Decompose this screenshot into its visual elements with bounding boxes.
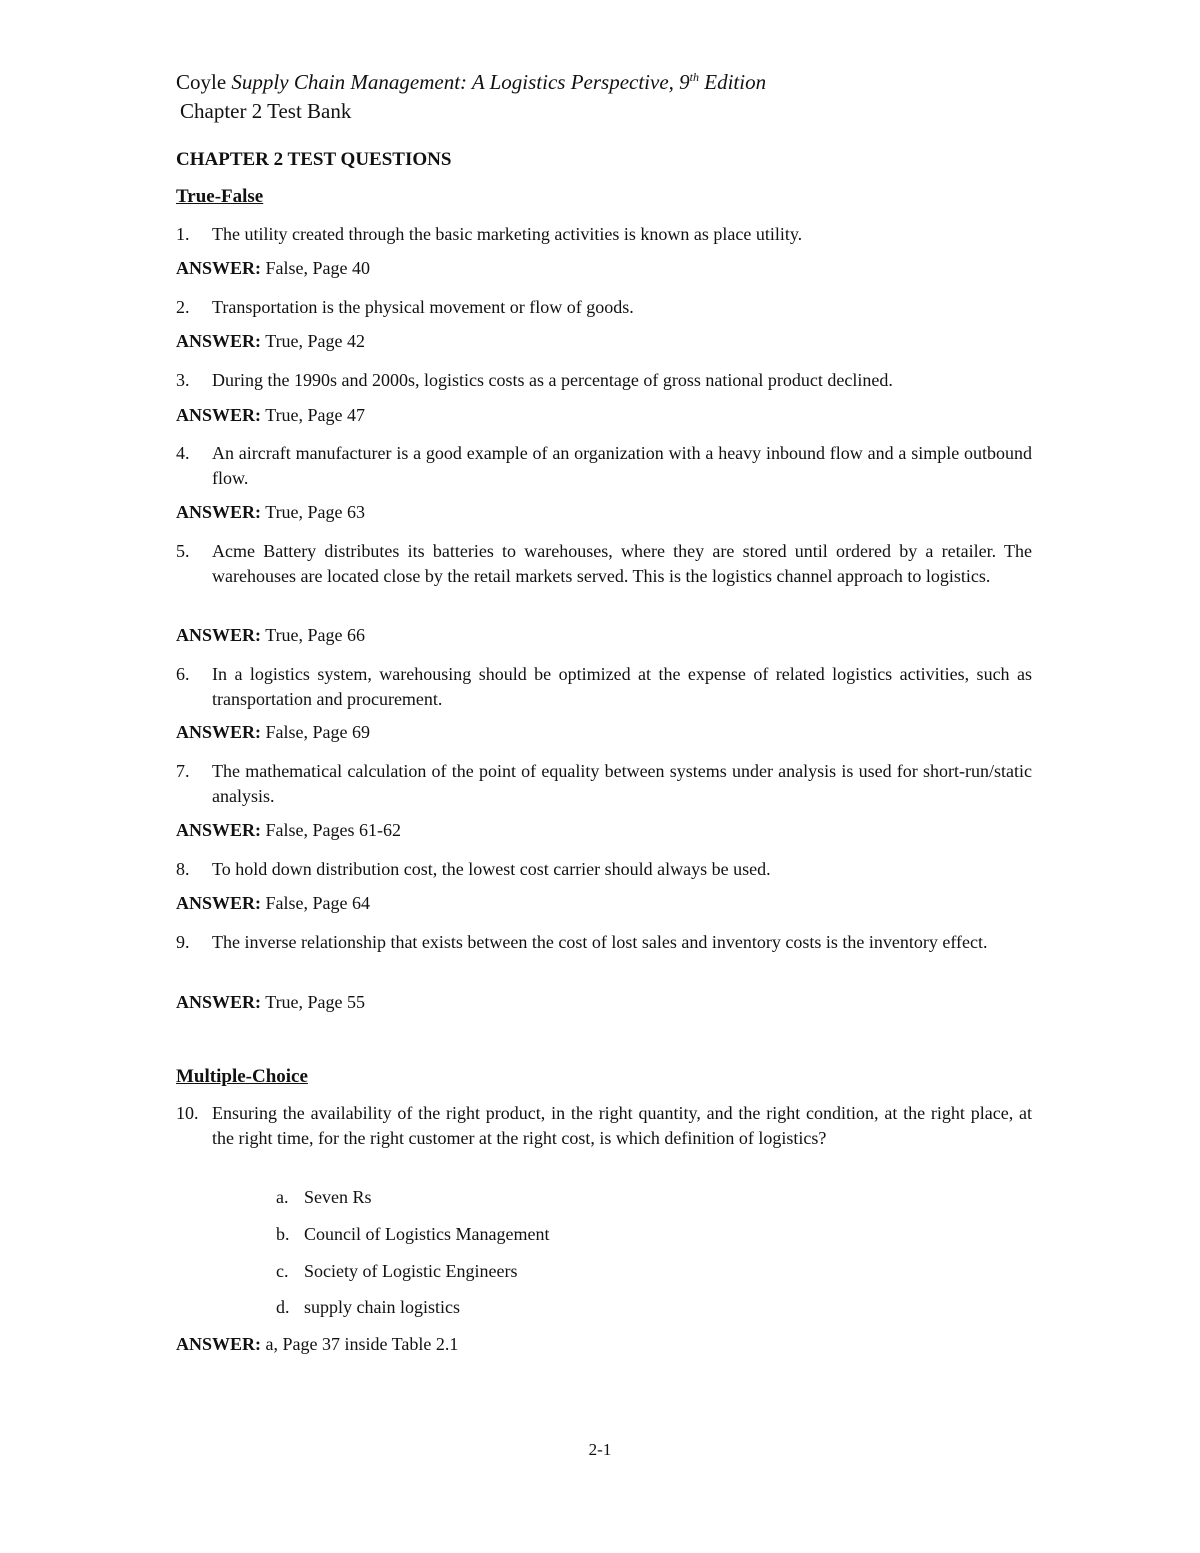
question-number: 8. [176, 859, 190, 879]
answer-line [176, 502, 365, 523]
answer-line [176, 722, 370, 743]
question-number: 9. [176, 932, 190, 952]
answer-text: False, Page 64 [265, 893, 370, 913]
choice-option [276, 1187, 372, 1208]
question-number: 1. [176, 224, 190, 244]
question-text: An aircraft manufacturer is a good example of an organization with a heavy inbound flow and a simple outbound flow. [212, 443, 1032, 488]
choice-option [276, 1261, 517, 1282]
question-item [176, 759, 1032, 808]
answer-text: False, Pages 61-62 [265, 820, 401, 840]
answer-label: ANSWER: [176, 893, 262, 913]
question-text: The inverse relationship that exists between the cost of lost sales and inventory costs is the inventory effect. [212, 932, 988, 952]
question-text: The mathematical calculation of the point of equality between systems under analysis is used for short-run/static analysis. [212, 761, 1032, 806]
answer-label: ANSWER: [176, 820, 262, 840]
question-text: Ensuring the availability of the right product, in the right quantity, and the right condition, at the right place, at the right time, for the right customer at the right cost, is which definition of logistics? [212, 1103, 1032, 1148]
edition-word: Edition [704, 70, 767, 94]
question-item [176, 441, 1032, 490]
question-item [176, 368, 1032, 393]
answer-label: ANSWER: [176, 502, 262, 522]
question-number: 10. [176, 1103, 199, 1123]
question-number: 7. [176, 761, 190, 781]
answer-line [176, 258, 370, 279]
answer-text: True, Page 66 [265, 625, 366, 645]
choice-letter: b. [276, 1224, 290, 1244]
answer-text: True, Page 55 [265, 992, 366, 1012]
choice-option [276, 1297, 460, 1318]
question-text: During the 1990s and 2000s, logistics costs as a percentage of gross national product declined. [212, 370, 893, 390]
answer-line [176, 992, 365, 1013]
answer-label: ANSWER: [176, 258, 262, 278]
question-item [176, 930, 1032, 955]
answer-text: False, Page 69 [265, 722, 370, 742]
answer-text: True, Page 42 [265, 331, 366, 351]
question-item [176, 539, 1032, 588]
answer-line [176, 1334, 458, 1355]
question-text: The utility created through the basic marketing activities is known as place utility. [212, 224, 803, 244]
choice-letter: d. [276, 1297, 290, 1317]
answer-line [176, 405, 365, 426]
answer-text: a, Page 37 inside Table 2.1 [265, 1334, 459, 1354]
answer-text: False, Page 40 [265, 258, 370, 278]
choice-letter: c. [276, 1261, 289, 1281]
answer-line [176, 893, 370, 914]
question-number: 6. [176, 664, 190, 684]
question-text: To hold down distribution cost, the lowest cost carrier should always be used. [212, 859, 771, 879]
answer-label: ANSWER: [176, 1334, 262, 1354]
question-text: Acme Battery distributes its batteries to warehouses, where they are stored until ordered by a retailer. The warehouses are located close by the retail markets served. This is the logistics channel approach to logistics. [212, 541, 1032, 586]
answer-line [176, 820, 401, 841]
question-item [176, 295, 1032, 320]
edition-superscript: th [689, 70, 700, 84]
question-number: 2. [176, 297, 190, 317]
chapter-subtitle: Chapter 2 Test Bank [180, 99, 352, 123]
page-number: 2-1 [588, 1440, 612, 1459]
answer-label: ANSWER: [176, 405, 262, 425]
question-number: 5. [176, 541, 190, 561]
choice-option [276, 1224, 549, 1245]
section-heading-true-false: True-False [176, 186, 264, 207]
choice-letter: a. [276, 1187, 289, 1207]
question-number: 3. [176, 370, 190, 390]
answer-label: ANSWER: [176, 625, 262, 645]
answer-label: ANSWER: [176, 992, 262, 1012]
answer-label: ANSWER: [176, 331, 262, 351]
question-number: 4. [176, 443, 190, 463]
answer-label: ANSWER: [176, 722, 262, 742]
answer-text: True, Page 63 [265, 502, 366, 522]
answer-line [176, 625, 365, 646]
choice-text: supply chain logistics [304, 1297, 460, 1317]
chapter-heading: CHAPTER 2 TEST QUESTIONS [176, 149, 452, 170]
section-heading-multiple-choice: Multiple-Choice [176, 1066, 308, 1087]
question-text: In a logistics system, warehousing should be optimized at the expense of related logistics activities, such as transportation and procurement. [212, 664, 1032, 709]
choice-text: Seven Rs [304, 1187, 372, 1207]
question-item [176, 857, 1032, 882]
answer-line [176, 331, 365, 352]
answer-text: True, Page 47 [265, 405, 366, 425]
question-text: Transportation is the physical movement or flow of goods. [212, 297, 634, 317]
choice-text: Council of Logistics Management [304, 1224, 550, 1244]
question-item [176, 1101, 1032, 1150]
choice-text: Society of Logistic Engineers [304, 1261, 518, 1281]
question-item [176, 222, 1032, 247]
book-author: Coyle [176, 70, 227, 94]
question-item [176, 662, 1032, 711]
book-title: Supply Chain Management: A Logistics Perspective, 9 [231, 70, 690, 94]
book-header [176, 70, 766, 95]
